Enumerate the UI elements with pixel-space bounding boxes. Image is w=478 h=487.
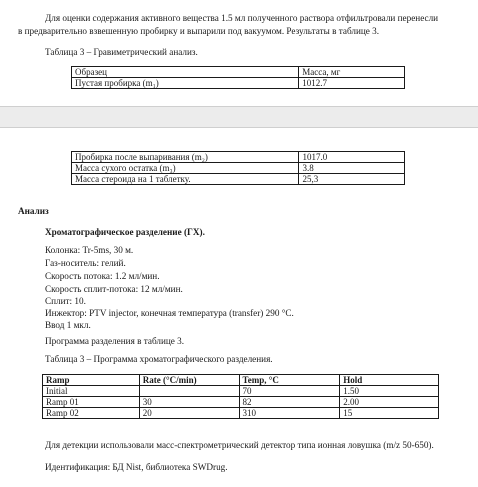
table-row <box>72 174 405 185</box>
table-cell: 310 <box>239 408 340 419</box>
table-cell: 20 <box>139 408 239 419</box>
table-cell: 82 <box>239 397 340 408</box>
intro-line-1: Для оценки содержания активного вещества 1.5 мл полученного раствора отфильтровали перенесли <box>45 13 439 23</box>
table-row <box>43 397 439 408</box>
param-flow-rate: Скорость потока: 1.2 мл/мин. <box>45 271 160 281</box>
table-header-cell: Rate (°C/min) <box>139 375 239 386</box>
table-header-row <box>43 375 439 386</box>
table-row <box>72 152 405 163</box>
param-injection-volume: Ввод 1 мкл. <box>45 320 91 330</box>
page-break-gap <box>0 106 478 128</box>
table-cell: Масса стероида на 1 таблетку. <box>72 174 299 185</box>
table-row <box>43 386 439 397</box>
table-cell: 1.50 <box>340 386 439 397</box>
table-header-cell: Ramp <box>43 375 140 386</box>
table-row <box>72 78 405 89</box>
table-header-cell: Temp, °C <box>239 375 340 386</box>
table-cell: 1012.7 <box>299 78 405 89</box>
section-title: Анализ <box>18 206 49 216</box>
table-header-cell: Масса, мг <box>299 67 405 78</box>
table-cell: 30 <box>139 397 239 408</box>
table-header-row <box>72 67 405 78</box>
table-cell: 3.8 <box>299 163 405 174</box>
param-carrier-gas: Газ-носитель: гелий. <box>45 258 126 268</box>
param-column: Колонка: Tr-5ms, 30 м. <box>45 245 134 255</box>
table-cell: 2.00 <box>340 397 439 408</box>
table-cell: Ramp 01 <box>43 397 140 408</box>
table-cell: 70 <box>239 386 340 397</box>
table-cell: Initial <box>43 386 140 397</box>
table-row <box>43 408 439 419</box>
param-split-flow: Скорость сплит-потока: 12 мл/мин. <box>45 284 183 294</box>
table-cell: Масса сухого остатка (m₃) <box>72 163 299 174</box>
gc-title: Хроматографическое разделение (ГХ). <box>45 227 205 237</box>
document-page-1 <box>0 0 478 106</box>
detection-text: Для детекции использовали масс-спектрометрический детектор типа ионная ловушка (m/z 50-650). <box>45 440 434 450</box>
program-table <box>42 374 439 419</box>
table-row <box>72 163 405 174</box>
param-split: Сплит: 10. <box>45 296 86 306</box>
gravimetric-table-part1 <box>71 66 405 89</box>
intro-line-2: в предварительно взвешенную пробирку и выпарили под вакуумом. Результаты в таблице 3. <box>18 26 380 36</box>
table-header-cell: Образец <box>72 67 299 78</box>
table-cell: Пустая пробирка (m₁) <box>72 78 299 89</box>
param-injector: Инжектор: PTV injector, конечная температура (transfer) 290 °С. <box>45 308 294 318</box>
program-text: Программа разделения в таблице 3. <box>45 336 185 346</box>
identification-text: Идентификация: БД Nist, библиотека SWDrug. <box>45 462 228 472</box>
program-table-caption: Таблица 3 – Программа хроматографического разделения. <box>45 354 273 364</box>
table-cell: Ramp 02 <box>43 408 140 419</box>
table-header-cell: Hold <box>340 375 439 386</box>
table-cell: 1017.0 <box>299 152 405 163</box>
table-cell: 15 <box>340 408 439 419</box>
table-cell: 25,3 <box>299 174 405 185</box>
gravimetric-table-part2 <box>71 151 405 185</box>
document-page-2 <box>0 128 478 487</box>
table-cell: Пробирка после выпаривания (m₂) <box>72 152 299 163</box>
gravimetric-table-caption: Таблица 3 – Гравиметрический анализ. <box>45 47 198 57</box>
table-cell <box>139 386 239 397</box>
